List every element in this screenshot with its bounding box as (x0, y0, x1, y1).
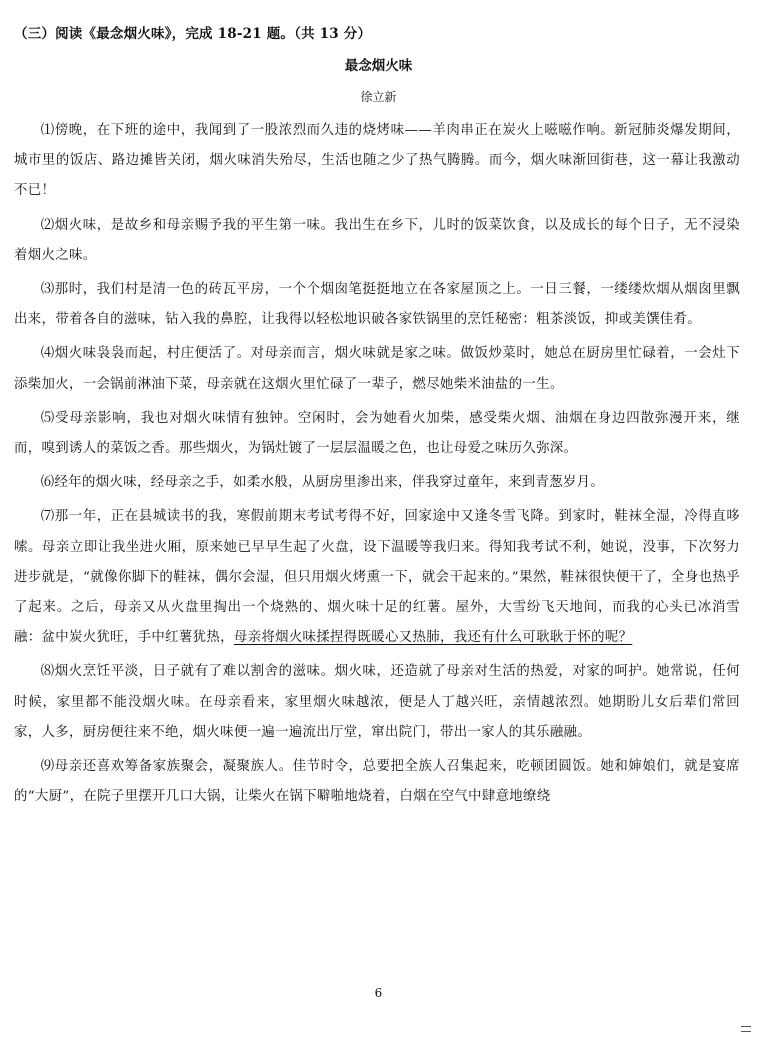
paragraph-7 (14, 502, 740, 653)
paragraph-7-text: ⑺那一年，正在县城读书的我，寒假前期末考试考得不好，回家途中又逢冬雪飞降。到家时，鞋袜全湿，冷得直哆嗦。母亲立即让我坐进火厢，原来她已早早生起了火盘，设下温暖等我归来。得知我考试不利，她说，没事，下次努力进步就是，“就像你脚下的鞋袜，偶尔会湿，但只用烟火烤熏一下，就会干起来的。”果然，鞋袜很快便干了，全身也热乎了起来。之后，母亲又从火盘里掏出一个烧熟的、烟火味十足的红薯。屋外，大雪纷飞天地间，而我的心头已冰消雪融：盆中炭火犹旺，手中红薯犹热， (14, 509, 740, 646)
underlined-sentence: 母亲将烟火味揉捏得既暖心又热肺，我还有什么可耿耿于怀的呢？ (233, 630, 633, 646)
page-number: 6 (374, 986, 383, 1000)
paragraph-1: ⑴傍晚，在下班的途中，我闻到了一股浓烈而久违的烧烤味——羊肉串正在炭火上嗞嗞作响。新冠肺炎爆发期间，城市里的饭店、路边摊皆关闭，烟火味消失殆尽，生活也随之少了热气腾腾。而今，烟火味渐回街巷，这一幕让我激动不已！ (14, 123, 740, 199)
section-heading: （三）阅读《最念烟火味》，完成 18-21 题。（共 13 分） (14, 26, 372, 42)
paragraph-5: ⑸受母亲影响，我也对烟火味情有独钟。空闲时，会为她看火加柴，感受柴火烟、油烟在身边四散弥漫开来，继而，嗅到诱人的菜饭之香。那些烟火，为锅灶镀了一层层温暖之色，也让母爱之味历久弥深。 (14, 410, 740, 457)
scan-mark-icon (741, 1026, 751, 1032)
paragraph-6: ⑹经年的烟火味，经母亲之手，如柔水般，从厨房里渗出来，伴我穿过童年，来到青葱岁月。 (40, 475, 605, 491)
paragraph-2: ⑵烟火味，是故乡和母亲赐予我的平生第一味。我出生在乡下，儿时的饭菜饮食，以及成长的每个日子，无不浸染着烟火之味。 (14, 217, 740, 263)
article-title: 最念烟火味 (344, 58, 413, 74)
paragraph-8: ⑻烟火烹饪平淡，日子就有了难以割舍的滋味。烟火味，还造就了母亲对生活的热爱，对家的呵护。她常说，任何时候，家里都不能没烟火味。在母亲看来，家里烟火味越浓，便是人丁越兴旺，亲情越浓烈。她期盼儿女后辈们常回家，人多，厨房便往来不绝，烟火味便一遍一遍流出厅堂，窜出院门，带出一家人的其乐融融。 (14, 664, 740, 740)
paragraph-9: ⑼母亲还喜欢筹备家族聚会，凝聚族人。佳节时令，总要把全族人召集起来，吃顿团圆饭。她和婶娘们，就是宴席的“大厨”，在院子里摆开几口大锅，让柴火在锅下噼啪地烧着，白烟在空气中肆意地缭绕 (14, 759, 740, 805)
paragraph-3: ⑶那时，我们村是清一色的砖瓦平房，一个个烟囱笔挺挺地立在各家屋顶之上。一日三餐，一缕缕炊烟从烟囱里飘出来，带着各自的滋味，钻入我的鼻腔，让我得以轻松地识破各家铁锅里的烹饪秘密：粗茶淡饭，抑或美馔佳肴。 (14, 282, 740, 328)
article-body (14, 116, 740, 816)
author-name: 徐立新 (360, 90, 397, 104)
paragraph-4: ⑷烟火味袅袅而起，村庄便活了。对母亲而言，烟火味就是家之味。做饭炒菜时，她总在厨房里忙碌着，一会灶下添柴加火，一会锅前淋油下菜，母亲就在这烟火里忙碌了一辈子，燃尽她柴米油盐的一生。 (14, 346, 740, 392)
